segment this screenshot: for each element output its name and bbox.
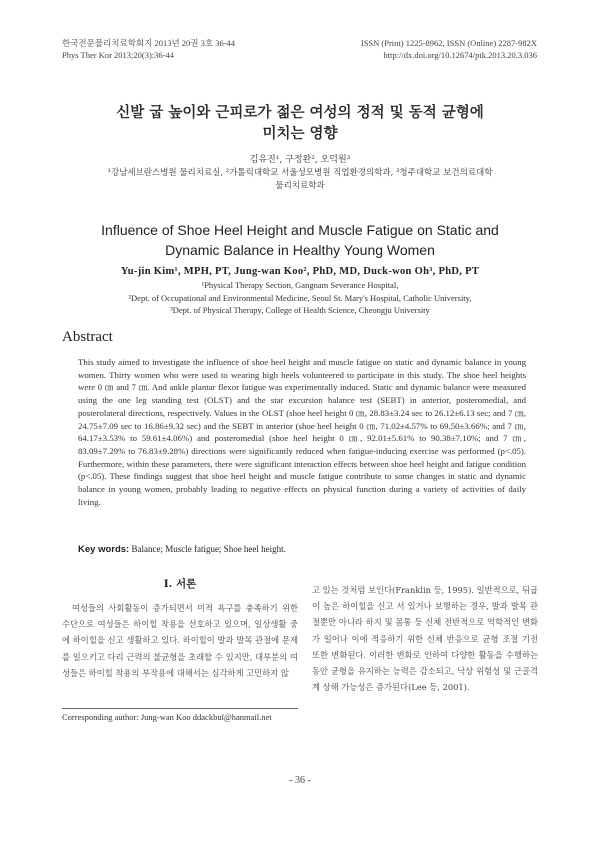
journal-header-left [62,37,235,61]
intro-paragraph-left: 여성들의 사회활동이 증가되면서 미적 욕구를 충족하기 위한 수단으로 여성들은 하이힐 착용을 선호하고 있으며, 일상생활 중에 하이힐을 신고 생활하고 있다. 하이힐이 발과 발목 관절에 문제를 일으키고 다리 근력의 불균형을 초래할 수 있지만, 대부분의 여성들은 하이힐 착용의 부작용에 대해서는 심각하게 고민하지 않 [62,603,298,678]
english-affiliation-line-2: ²Dept. of Occupational and Environmental Medicine, Seoul St. Mary's Hospital, Catholic University, [128,292,472,303]
english-title-line-2: Dynamic Balance in Healthy Young Women [165,242,435,258]
doi-link[interactable]: http://dx.doi.org/10.12674/ptk.2013.20.3.036 [383,50,537,60]
keywords-text: Balance; Muscle fatigue; Shoe heel height. [131,544,286,554]
footnote-divider [62,708,298,709]
intro-paragraph-right: 고 있는 것처럼 보인다(Franklin 등, 1995). 일반적으로, 뒤굽이 높은 하이힐을 신고 서 있거나 보행하는 경우, 발과 발목 관절뿐만 아니라 하지 및 몸통 등 신체 전반적으로 역학적인 변화가 일어나 이에 적응하기 위한 신체 반응으로 균형 조절 기전 또한 변화된다. 이러한 변화로 인하여 다양한 활동을 수행하는 동안 균형을 유지하는 능력은 감소되고, 낙상 위험성 및 근골격계 상해 가능성은 증가된다(Lee 등, 2001). [312,585,538,693]
abstract-body: This study aimed to investigate the influence of shoe heel height and muscle fatigue on static and dynamic balance in young women. Thirty women who were used to wearing high heels volunteered to participate in this study. The shoe heel heights were 0 ㎝ and 7 ㎝. And ankle plantar flexor fatigue was experimentally induced. Static and dynamic balance were measured using the one leg standing test (OLST) and the star excursion balance test (SEBT) in anterior, posteromedial, and posterolateral directions, respectively. Values in the OLST (shoe heel height 0 ㎝, 28.83±3.24 sec to 26.12±6.13 sec; and 7 ㎝, 24.75±7.09 sec to 16.86±9.32 sec) and the SEBT in anterior (shoe heel height 0 ㎝, 71.02±4.57% to 69.50±3.66%; and 7 ㎝, 64.17±3.53% to 59.61±4.06%) and posteromedial (shoe heel height 0 ㎝, 92.01±5.61% to 90.38±7.10%; and 7 ㎝, 83.09±7.29% to 76.83±9.28%) directions were significantly reduced when fatigue-inducing exercise was performed (p<.05). Furthermore, within these parameters, there were significant interaction effects between shoe heel height and fatigue condition (p<.05). These findings suggest that shoe heel height and muscle fatigue contribute to some changes in static and dynamic balance in young women, probably leading to negative effects on physical function during a variety of activities of daily living. [78,357,526,507]
keywords [78,544,286,555]
english-affiliation-line-1: ¹Physical Therapy Section, Gangnam Severance Hospital, [201,280,399,290]
korean-authors: 김유진¹, 구정완², 오덕원³ [249,155,351,165]
page-number: - 36 - [289,775,311,786]
english-authors: Yu-jin Kim¹, MPH, PT, Jung-wan Koo², PhD, MD, Duck-won Oh³, PhD, PT [120,266,480,277]
corresponding-author: Corresponding author: Jung-wan Koo ddackbul@hanmail.net [62,712,272,722]
keywords-label: Key words: [78,544,130,555]
section-heading-introduction: Ⅰ. 서론 [163,578,197,590]
english-affiliation-line-3: ³Dept. of Physical Therapy, College of Health Science, Cheongju University [170,305,430,315]
korean-title-line-1: 신발 굽 높이와 근피로가 젊은 여성의 정적 및 동적 균형에 [116,104,484,121]
english-title-line-1: Influence of Shoe Heel Height and Muscle Fatigue on Static and [101,222,499,238]
journal-citation: Phys Ther Kor 2013;20(3):36-44 [62,50,174,60]
issn-line: ISSN (Print) 1225-8962, ISSN (Online) 2287-982X [360,38,537,48]
korean-affiliations [60,167,540,193]
korean-affiliation-line-2: 물리치료학과 [275,181,325,191]
journal-name-korean: 한국전문물리치료학회지 2013년 20권 3호 36-44 [62,38,236,48]
abstract-heading: Abstract [62,329,113,345]
english-affiliations [0,279,600,317]
korean-title [0,102,600,144]
korean-affiliation-line-1: ¹강남세브란스병원 물리치료실, ²가톨릭대학교 서울성모병원 직업환경의학과, ³청주대학교 보건의료대학 [107,168,493,178]
journal-header-right [361,37,537,61]
english-title [0,220,600,260]
korean-title-line-2: 미치는 영향 [262,125,338,142]
